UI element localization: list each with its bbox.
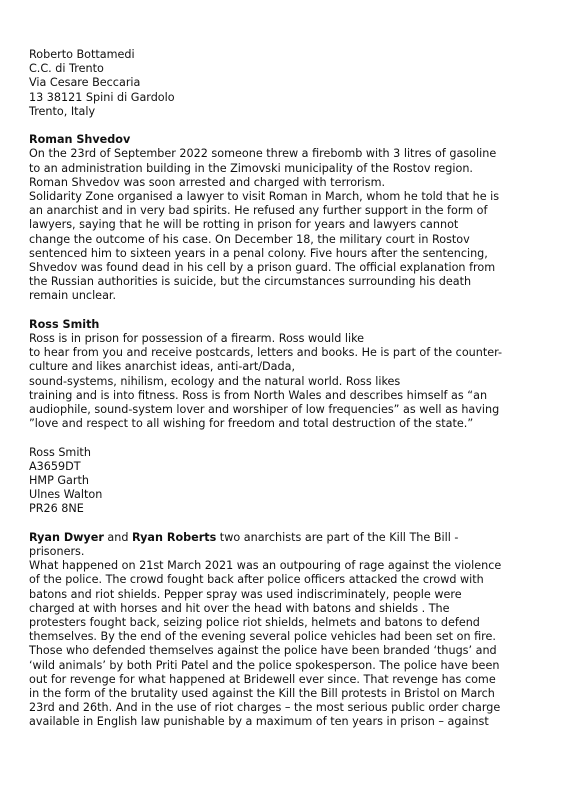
- paragraph-line: remain unclear.: [29, 289, 117, 303]
- paragraph-line: ‘wild animals’ by both Priti Patel and the police spokesperson. The police have been: [29, 658, 500, 672]
- paragraph-line: themselves. By the end of the evening several police vehicles had been set on fire.: [29, 630, 496, 644]
- name-connector: and: [103, 530, 133, 544]
- letter-page: [29, 48, 529, 730]
- paragraph-line: the Russian authorities is suicide, but the circumstances surrounding his death: [29, 275, 472, 289]
- prisoner-name: Ryan Dwyer: [29, 530, 104, 544]
- paragraph-line: Those who defended themselves against the police have been branded ‘thugs’ and: [29, 644, 497, 658]
- paragraph-line: available in English law punishable by a maximum of ten years in prison – against: [29, 715, 489, 729]
- address-line: Roberto Bottamedi: [29, 48, 135, 61]
- paragraph-line: protesters fought back, seizing police riot shields, helmets and batons to defend: [29, 616, 480, 630]
- prisoner-address: [29, 446, 529, 517]
- paragraph-line: in the form of the brutality used against the Kill the Bill protests in Bristol on March: [29, 687, 495, 701]
- paragraph-line: sound-systems, nihilism, ecology and the natural world. Ross likes: [29, 374, 401, 388]
- paragraph-line: change the outcome of his case. On December 18, the military court in Rostov: [29, 232, 470, 246]
- paragraph-line: batons and riot shields. Pepper spray was used indiscriminately, people were: [29, 587, 462, 601]
- section-smith: [29, 318, 529, 517]
- paragraph-line: Roman Shvedov was soon arrested and charged with terrorism.: [29, 175, 386, 189]
- spacer: [29, 431, 529, 445]
- spacer: [29, 119, 529, 133]
- paragraph-line: ”love and respect to all wishing for freedom and total destruction of the state.”: [29, 417, 474, 431]
- paragraph-line: prisoners.: [29, 545, 85, 559]
- address-line: C.C. di Trento: [29, 62, 104, 76]
- paragraph-line: On the 23rd of September 2022 someone threw a firebomb with 3 litres of gasoline: [29, 147, 497, 161]
- spacer: [29, 517, 529, 531]
- spacer: [29, 304, 529, 318]
- address-line: Ulnes Walton: [29, 488, 103, 502]
- paragraph-line: out for revenge for what happened at Bridewell ever since. That revenge has come: [29, 672, 496, 686]
- prisoner-name: Ryan Roberts: [132, 530, 217, 544]
- paragraph-line: lawyers, saying that he will be rotting in prison for years and lawyers cannot: [29, 218, 459, 232]
- address-line: A3659DT: [29, 459, 81, 473]
- section-intro-line: [29, 531, 529, 545]
- paragraph-line: Ross is in prison for possession of a firearm. Ross would like: [29, 332, 365, 346]
- paragraph-line: to an administration building in the Zimovski municipality of the Rostov region.: [29, 161, 473, 175]
- paragraph-line: 23rd and 26th. And in the use of riot charges – the most serious public order charge: [29, 701, 501, 715]
- address-line: HMP Garth: [29, 474, 89, 488]
- paragraph-line: an anarchist and in very bad spirits. He refused any further support in the form of: [29, 204, 488, 218]
- section-dwyer-roberts: [29, 531, 529, 730]
- section-heading: Roman Shvedov: [29, 133, 131, 147]
- paragraph-line: culture and likes anarchist ideas, anti-art/Dada,: [29, 360, 296, 374]
- address-line: Ross Smith: [29, 445, 91, 459]
- address-line: PR26 8NE: [29, 502, 84, 516]
- paragraph-line: to hear from you and receive postcards, letters and books. He is part of the counter-: [29, 346, 503, 360]
- address-line: Trento, Italy: [29, 104, 96, 118]
- intro-text: two anarchists are part of the Kill The Bill -: [216, 530, 459, 544]
- paragraph-line: charged at with horses and hit over the head with batons and shields . The: [29, 601, 450, 615]
- paragraph-line: What happened on 21st March 2021 was an outpouring of rage against the violence: [29, 559, 502, 573]
- address-line: Via Cesare Beccaria: [29, 76, 141, 90]
- paragraph-line: training and is into fitness. Ross is from North Wales and describes himself as “an: [29, 388, 488, 402]
- paragraph-line: audiophile, sound-system lover and worshiper of low frequencies” as well as having: [29, 403, 500, 417]
- paragraph-line: of the police. The crowd fought back after police officers attacked the crowd with: [29, 573, 484, 587]
- paragraph-line: sentenced him to sixteen years in a penal colony. Five hours after the sentencing,: [29, 246, 488, 260]
- recipient-address: [29, 48, 529, 119]
- section-shvedov: [29, 133, 529, 303]
- paragraph-line: Shvedov was found dead in his cell by a prison guard. The official explanation from: [29, 261, 496, 275]
- address-line: 13 38121 Spini di Gardolo: [29, 90, 175, 104]
- paragraph-line: Solidarity Zone organised a lawyer to visit Roman in March, whom he told that he is: [29, 190, 500, 204]
- section-heading: Ross Smith: [29, 317, 100, 331]
